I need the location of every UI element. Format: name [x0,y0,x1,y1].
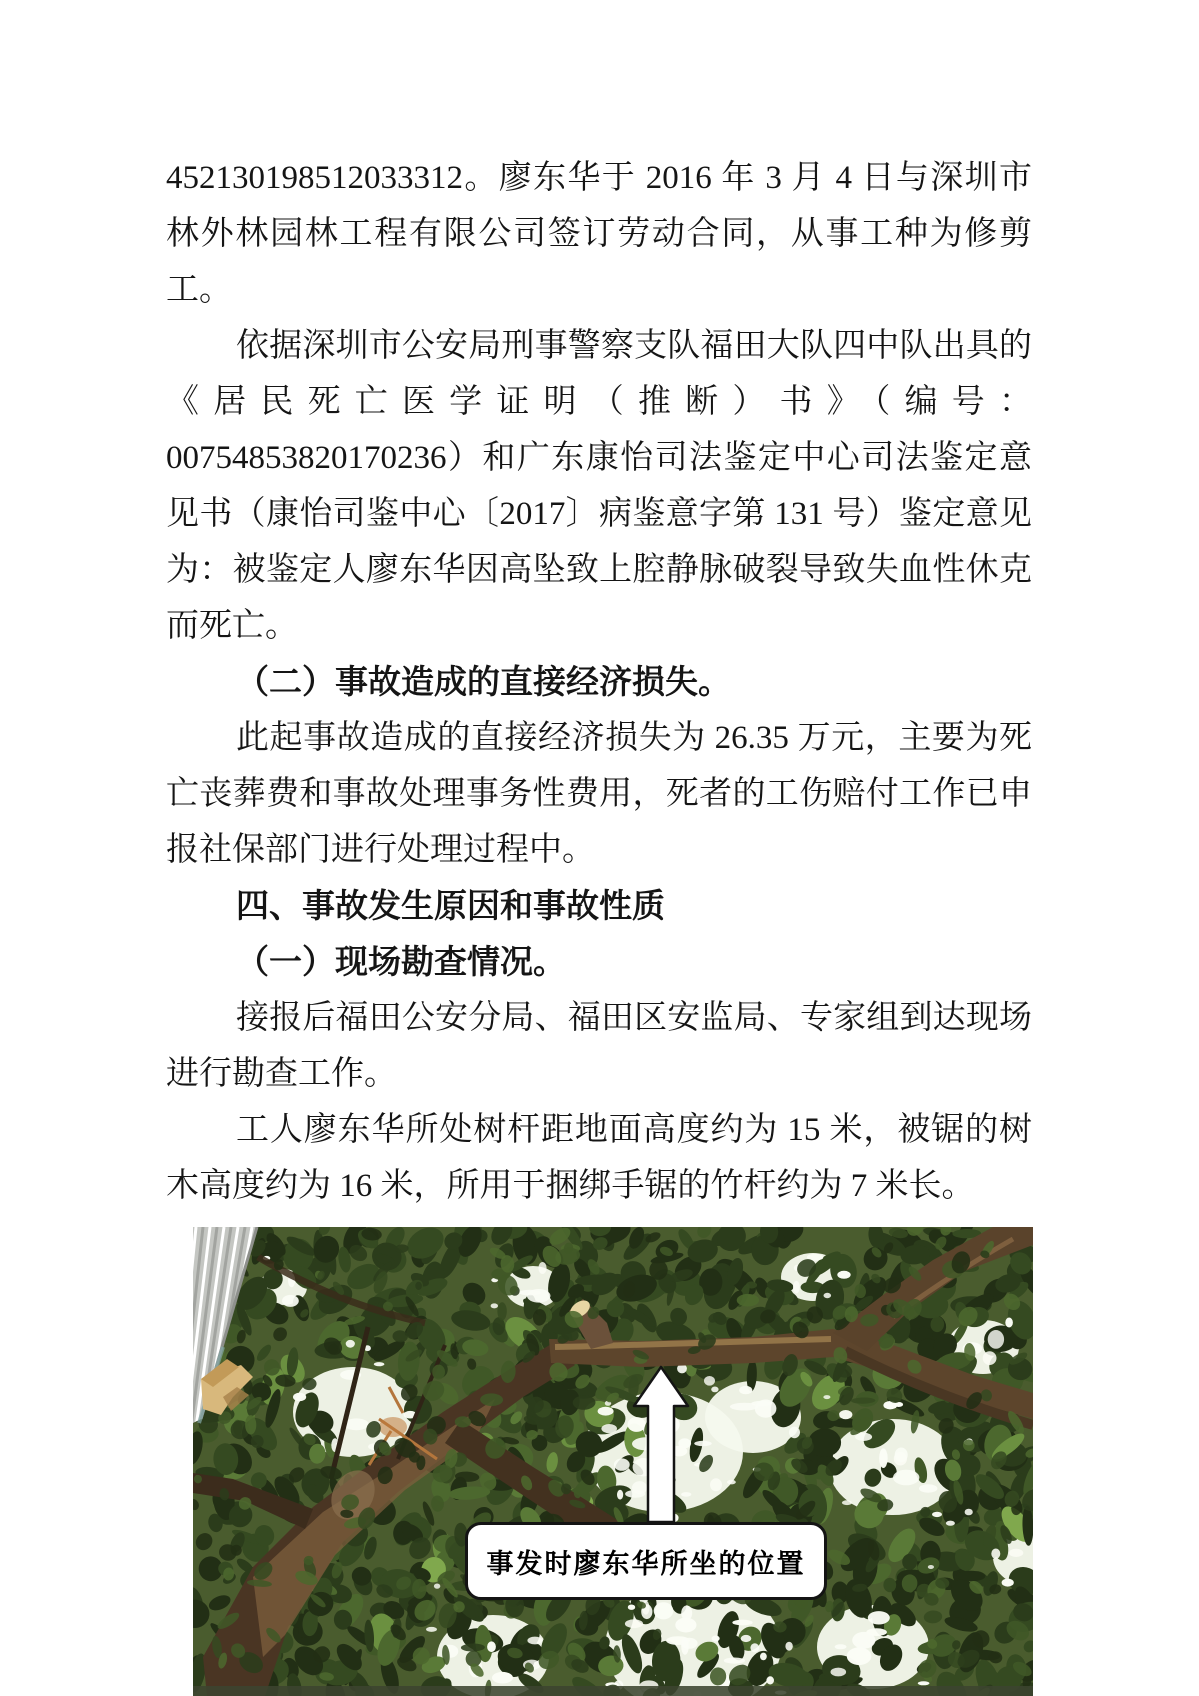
site-photo-canvas [193,1227,1033,1696]
paragraph: 此起事故造成的直接经济损失为 26.35 万元，主要为死亡丧葬费和事故处理事务性费用，死者的工伤赔付工作已申报社保部门进行处理过程中。 [166,720,1032,868]
paragraph: 工人廖东华所处树杆距地面高度约为 15 米，被锯的树木高度约为 16 米，所用于捆绑手锯的竹杆约为 7 米长。 [166,1112,1032,1204]
paragraph: 452130198512033312。廖东华于 2016 年 3 月 4 日与深圳市林外林园林工程有限公司签订劳动合同，从事工种为修剪工。 [166,160,1032,308]
section-heading: 四、事故发生原因和事故性质 [236,887,665,924]
site-photo-figure [193,1227,1033,1696]
paragraph: 接报后福田公安分局、福田区安监局、专家组到达现场进行勘查工作。 [166,1000,1032,1092]
paragraph: 依据深圳市公安局刑事警察支队福田大队四中队出具的《居民死亡医学证明（推断）书》（编号：00754853820170236）和广东康怡司法鉴定中心司法鉴定意见书（康怡司鉴中心〔2017〕病鉴意字第 131 号）鉴定意见为：被鉴定人廖东华因高坠致上腔静脉破裂导致失血性休克而死亡。 [166,328,1032,644]
section-heading: （一）现场勘查情况。 [236,943,566,980]
photo-callout-label: 事发时廖东华所坐的位置 [486,1548,806,1579]
photo-callout [465,1522,827,1600]
document-text [166,150,1032,1214]
section-heading: （二）事故造成的直接经济损失。 [236,663,731,700]
